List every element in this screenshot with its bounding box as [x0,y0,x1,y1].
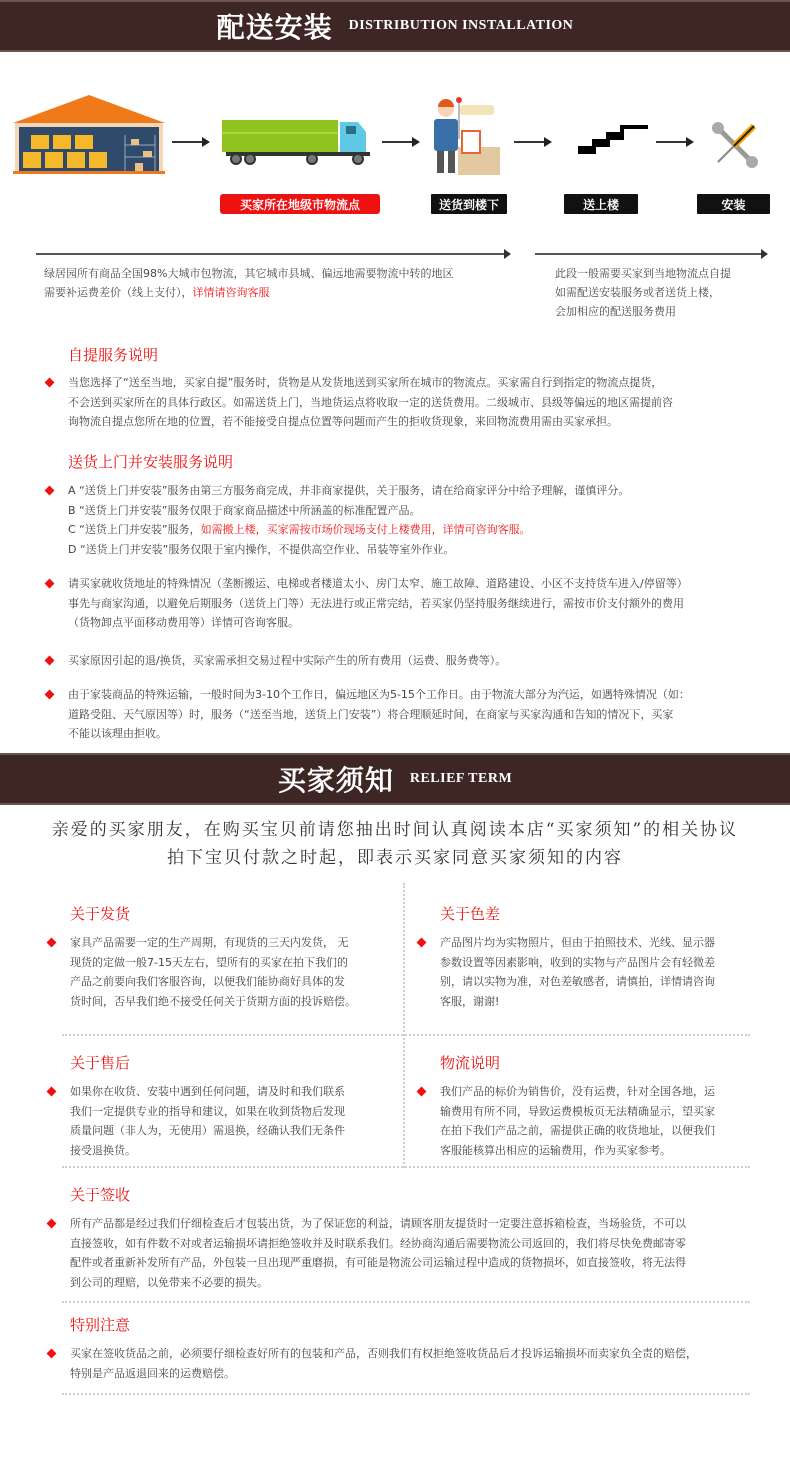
text-line: 家具产品需要一定的生产周期，有现货的三天内发货， 无 [70,936,349,949]
text-line: 买家在签收货品之前，必须要仔细检查好所有的包装和产品，否则我们有权拒绝签收货品后才投诉运输损坏而卖家负全责的赔偿， [70,1347,697,1360]
text-line: 产品图片均为实物照片，但由于拍照技术、光线、显示器 [440,936,715,949]
distribution-banner [0,0,790,52]
coverage-note [44,264,514,302]
install-item-c [68,520,768,540]
bullet-diamond-icon [47,938,57,948]
pickup-note-line: 如需配送安装服务或者送货上楼， [555,286,720,299]
self-pickup-text [68,373,768,432]
color-diff-title: 关于色差 [440,905,501,923]
banner-title-cn: 配送安装 [216,11,333,44]
text-line: 我们产品的标价为销售价，没有运费，针对全国各地，运 [440,1085,715,1098]
timing-text [68,685,778,744]
install-item-a: A “送货上门并安装”服务由第三方服务商完成，并非商家提供，关于服务，请在给商家评分中给予理解，谨慎评分。 [68,484,630,497]
install-item-c-highlight: 如需搬上楼，买家需按市场价现场支付上楼费用，详情可咨询客服。 [200,523,531,536]
text-line: 请买家就收货地址的特殊情况（垄断搬运、电梯或者楼道太小、房门太窄、施工故障、道路建设、小区不支持货车进入/停留等） [68,577,688,590]
logistics-text [440,1082,760,1160]
warehouse-icon [13,95,165,175]
intro-line-1: 亲爱的买家朋友，在购买宝贝前请您抽出时间认真阅读本店“买家须知”的相关协议 [51,820,739,840]
aftersale-title: 关于售后 [70,1054,131,1072]
flow-arrow-icon [172,141,208,143]
coverage-arrow-icon [36,253,508,255]
text-line: （货物卸点平面移动费用等）详情可咨询客服。 [68,616,299,629]
text-line: 到公司的理赔，以免带来不必要的损失。 [70,1275,268,1289]
text-line: 当您选择了“送至当地，买家自提”服务时，货物是从发货地送到买家所在城市的物流点。买家需自行到指定的物流点提货， [68,376,663,389]
truck-icon [222,118,374,168]
text-line: 输费用有所不同，导致运费模板页无法精确显示，望买家 [440,1104,715,1118]
step-label-deliver-downstairs: 送货到楼下 [431,194,507,214]
banner-title-en: RELIEF TERM [409,771,513,786]
step-label-city-logistics: 买家所在地级市物流点 [220,194,380,214]
text-line: 质量问题（非人为，无使用）需退换，经确认我们无条件 [70,1124,345,1137]
row-divider [62,1301,750,1303]
text-line: 接受退换货。 [70,1143,136,1157]
pickup-note [555,264,785,321]
text-line: 不能以该理由拒收。 [68,727,167,740]
self-pickup-title: 自提服务说明 [68,346,159,364]
text-line: 事先与商家沟通，以避免后期服务（送货上门等）无法进行或正常完结，若买家仍坚持服务继续进行，需按市价支付额外的费用 [68,596,684,610]
shipping-text [70,933,390,1011]
special-notice-text [70,1344,780,1383]
color-diff-text [440,933,760,1011]
install-item-d: D “送货上门并安装”服务仅限于室内操作，不提供高空作业、吊装等室外作业。 [68,542,455,556]
text-line: 所有产品都是经过我们仔细检查后才包装出货，为了保证您的利益，请顾客朋友提货时一定要注意拆箱检查，当场验货，不可以 [70,1217,686,1230]
signing-title: 关于签收 [70,1186,131,1204]
text-line: 产品之前要向我们客服咨询，以便我们能协商好具体的发 [70,975,345,988]
contact-service-link[interactable]: 详情请咨询客服 [192,286,270,299]
home-install-title: 送货上门并安装服务说明 [68,453,234,471]
text-line: 特别是产品返退回来的运费赔偿。 [70,1366,235,1380]
bullet-diamond-icon [45,579,55,589]
bullet-diamond-icon [47,1349,57,1359]
bullet-diamond-icon [47,1087,57,1097]
install-item-c-text: C “送货上门并安装”服务， [68,523,201,536]
text-line: 如果你在收货、安装中遇到任何问题，请及时和我们联系 [70,1085,345,1098]
pickup-note-line: 会加相应的配送服务费用 [555,305,676,318]
text-line: 货时间，否早我们绝不接受任何关于货期方面的投诉赔偿。 [70,994,356,1008]
text-line: 参数设置等因素影响，收到的实物与产品图片会有轻微差 [440,955,715,969]
text-line: 我们一定提供专业的指导和建议，如果在收到货物后发现 [70,1104,345,1118]
pickup-arrow-icon [535,253,765,255]
text-line: 在拍下我们产品之前，需提供正确的收货地址，以便我们 [440,1124,715,1137]
text-line: 不会送到买家所在的具体行政区。如需送货上门，当地货运点将收取一定的送货费用。二级城市、县级等偏远的地区需提前咨 [68,395,673,409]
text-line: 询物流自提点您所在地的位置，若不能接受自提点位置等问题而产生的拒收货现象，来回物流费用需由买家承担。 [68,415,618,428]
flow-arrow-icon [514,141,550,143]
flow-arrow-icon [382,141,418,143]
flow-arrow-icon [656,141,692,143]
text-line: 客服能核算出相应的运输费用，作为买家参考。 [440,1143,671,1157]
row-divider [62,1393,750,1395]
step-label-install: 安装 [697,194,770,214]
column-divider [403,883,405,1168]
bullet-diamond-icon [45,656,55,666]
banner-title-cn: 买家须知 [277,764,394,797]
banner-title-en: DISTRIBUTION INSTALLATION [348,18,574,33]
special-notice-title: 特别注意 [70,1316,131,1334]
bullet-diamond-icon [45,486,55,496]
text-line: 由于家装商品的特殊运输，一般时间为3-10个工作日，偏远地区为5-15个工作日。由于物流大部分为汽运，如遇特殊情况（如： [68,688,690,701]
text-line: 配件或者重新补发所有产品，外包装一旦出现严重磨损，有可能是物流公司运输过程中造成的货物损坏，如直接签收，将无法得 [70,1256,686,1269]
delivery-man-icon [428,95,503,177]
row-divider [62,1166,750,1168]
text-line: 别，请以实物为准，对色差敏感者，请慎拍，详情请咨询 [440,975,715,988]
relief-term-banner [0,753,790,805]
tools-icon [712,122,758,168]
text-line: 现货的定做一般7-15天左右，望所有的买家在拍下我们的 [70,955,348,969]
stairs-icon [578,124,648,154]
returns-text: 买家原因引起的退/换货，买家需承担交易过程中实际产生的所有费用（运费、服务费等）。 [68,654,507,667]
aftersale-text [70,1082,390,1160]
bullet-diamond-icon [45,690,55,700]
shipping-title: 关于发货 [70,905,131,923]
signing-text [70,1214,770,1292]
text-line: 道路受阻、天气原因等）时，服务（“送至当地，送货上门安装”）将合理顺延时间，在商家与买家沟通和告知的情况下，买家 [68,707,674,721]
logistics-title: 物流说明 [440,1054,501,1072]
coverage-note-line [44,283,514,302]
bullet-diamond-icon [417,938,427,948]
coverage-note-text: 需要补运费差价（线上支付）， [44,286,193,299]
pickup-note-line: 此段一般需要买家到当地物流点自提 [555,267,731,280]
coverage-note-line: 绿居园所有商品全国98%大城市包物流，其它城市县城、偏远地需要物流中转的地区 [44,267,454,280]
intro-line-2: 拍下宝贝付款之时起，即表示买家同意买家须知的内容 [167,848,623,868]
special-address-text [68,574,778,633]
home-install-list [68,481,768,559]
install-item-b: B “送货上门并安装”服务仅限于商家商品描述中所涵盖的标准配置产品。 [68,503,421,517]
step-label-upstairs: 送上楼 [564,194,638,214]
row-divider [62,1034,750,1036]
bullet-diamond-icon [417,1087,427,1097]
bullet-diamond-icon [47,1219,57,1229]
text-line: 直接签收，如有件数不对或者运输损坏请拒绝签收并及时联系我们。经协商沟通后需要物流公司返回的，我们将尽快免费邮寄零 [70,1236,686,1250]
bullet-diamond-icon [45,378,55,388]
text-line: 客服，谢谢! [440,994,500,1008]
